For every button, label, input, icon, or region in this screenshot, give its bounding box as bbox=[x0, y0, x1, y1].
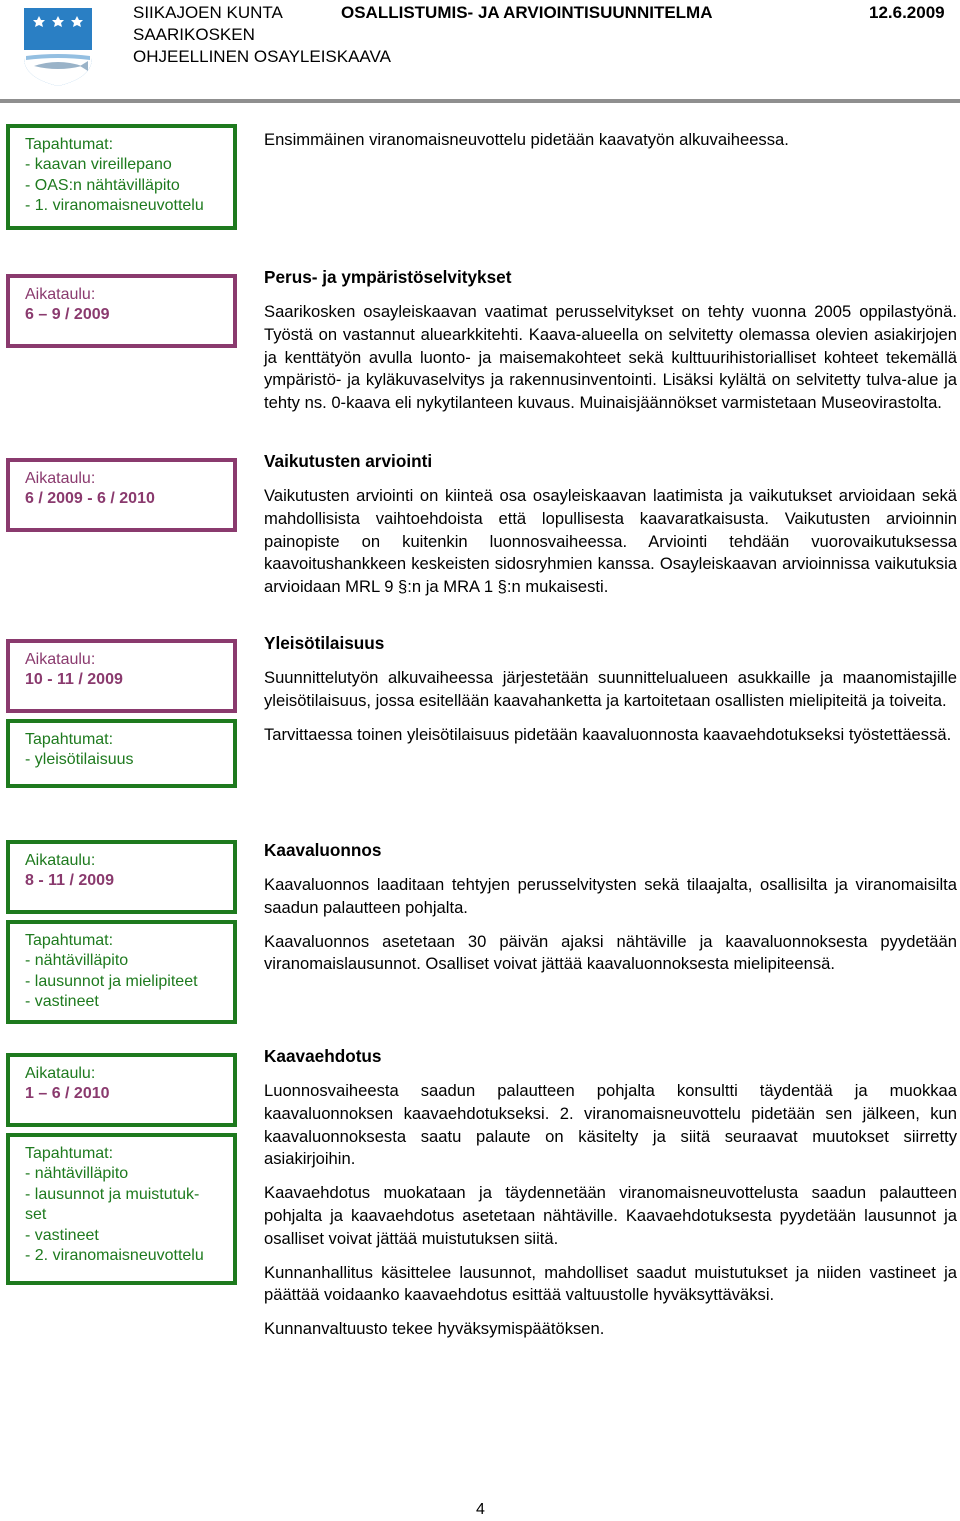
box-label: Aikataulu: bbox=[25, 651, 96, 668]
section-proposal bbox=[264, 1045, 957, 1341]
section-paragraph: Tarvittaessa toinen yleisötilaisuus pidetään kaavaluonnosta kaavaehdotukseksi työstettäessä. bbox=[264, 724, 952, 744]
box-label: Tapahtumat: bbox=[25, 1145, 114, 1162]
section-paragraph: Luonnosvaiheesta saadun palautteen pohjalta konsultti täydentää ja muokkaa kaavaluonnoksen kaavaehdotukseksi. 2. viranomaisneuvottelu pidetään sen jälkeen, kun kaavaluonnoksesta saatu palaute on käsitelty ja siitä seuraavat muutokset siirretty asiakirjoihin. bbox=[264, 1081, 957, 1169]
section-heading: Kaavaluonnos bbox=[264, 840, 382, 860]
section-heading: Vaikutusten arviointi bbox=[264, 451, 433, 471]
plan-name-line1: SAARIKOSKEN bbox=[133, 25, 255, 44]
schedule-value: 6 – 9 / 2009 bbox=[25, 306, 110, 324]
section-paragraph: Vaikutusten arviointi on kiinteä osa osayleiskaavan laatimista ja vaikutukset arvioidaan sekä mahdollisista vaihtoehdoista että lopullisesta kaavaratkaisusta. Vaikutusten arvioinnin painopiste on kuitenkin luonnosvaiheessa. Arviointi tehdään vuorovaikutuksessa kaavoitushankkeen keskeisten sidosryhmien kanssa. Osayleiskaavan arvioinnissa vaikutuksia arvioidaan MRL 9 §:n ja MRA 1 §:n mukaisesti. bbox=[264, 486, 957, 597]
event-item: - 2. viranomaisneuvottelu bbox=[25, 1247, 204, 1265]
events-box-proposal bbox=[6, 1133, 237, 1285]
section-paragraph: Kaavaluonnos laaditaan tehtyjen perusselvitysten sekä tilaajalta, osallisilta ja viranomaisilta saadun palautteen pohjalta. bbox=[264, 875, 957, 917]
section-paragraph: Saarikosken osayleiskaavan vaatimat perusselvitykset on tehty vuonna 2005 oppilastyönä. Työstä on vastannut aluearkkitehti. Kaava-alueella on selvitetty olemassa olevien asiakirjojen ja kenttätyön avulla luonto- ja maisemakohteet sekä kulttuurihistorialliset kohteet tekemällä ympäristö- ja kyläkuvaselvitys ja rakennusinventointi. Lisäksi kylältä on selvitetty tulva-alue ja tehty ns. 0-kaava eli nykytilanteen kuvaus. Muinaisjäännökset varmistetaan Museovirastolta. bbox=[264, 302, 957, 413]
schedule-box-surveys bbox=[6, 274, 237, 348]
section-heading: Perus- ja ympäristöselvitykset bbox=[264, 267, 512, 287]
section-public-event bbox=[264, 632, 957, 746]
box-label: Aikataulu: bbox=[25, 470, 96, 487]
schedule-box-draft bbox=[6, 840, 237, 914]
section-surveys bbox=[264, 266, 957, 415]
header-divider bbox=[0, 99, 960, 103]
section-heading: Kaavaehdotus bbox=[264, 1046, 382, 1066]
schedule-value: 6 / 2009 - 6 / 2010 bbox=[25, 490, 155, 508]
section-paragraph: Suunnittelutyön alkuvaiheessa järjestetään suunnittelualueen asukkaille ja maanomistajille yleisötilaisuus, jossa esitellään kaavahanketta ja kartoitetaan osallisten mielipiteitä ja toiveita. bbox=[264, 668, 957, 710]
event-item: - vastineet bbox=[25, 993, 99, 1011]
event-item: - kaavan vireillepano bbox=[25, 156, 172, 174]
event-item: - 1. viranomaisneuvottelu bbox=[25, 197, 204, 215]
document-title: OSALLISTUMIS- JA ARVIOINTISUUNNITELMA bbox=[341, 3, 713, 22]
section-paragraph: Kunnanhallitus käsittelee lausunnot, mahdolliset saadut muistutukset ja niiden vastineet ja päättää voidaanko kaavaehdotus esittää valtuustolle hyväksyttäväksi. bbox=[264, 1262, 957, 1305]
event-item: - nähtävilläpito bbox=[25, 952, 129, 970]
event-item: - yleisötilaisuus bbox=[25, 751, 134, 769]
event-item: - vastineet bbox=[25, 1226, 99, 1244]
page-number: 4 bbox=[476, 1501, 485, 1518]
section-paragraph: Kaavaluonnos asetetaan 30 päivän ajaksi nähtäville ja kaavaluonnoksesta pyydetään viranomaislausunnot. Osalliset voivat jättää kaavaluonnoksesta mielipiteensä. bbox=[264, 931, 957, 974]
section-heading: Yleisötilaisuus bbox=[264, 633, 385, 653]
section-draft bbox=[264, 839, 957, 976]
box-label: Aikataulu: bbox=[25, 1065, 96, 1082]
box-label: Tapahtumat: bbox=[25, 932, 114, 949]
intro-section bbox=[264, 129, 957, 152]
municipal-crest-icon bbox=[22, 6, 94, 88]
municipality-name: SIIKAJOEN KUNTA bbox=[133, 3, 283, 22]
schedule-value: 10 - 11 / 2009 bbox=[25, 671, 123, 689]
events-box-start bbox=[6, 124, 237, 230]
box-label: Aikataulu: bbox=[25, 852, 96, 869]
schedule-box-public-event bbox=[6, 639, 237, 713]
schedule-box-proposal bbox=[6, 1053, 237, 1127]
box-label: Aikataulu: bbox=[25, 286, 96, 303]
event-item: - lausunnot ja mielipiteet bbox=[25, 972, 198, 990]
event-item: set bbox=[25, 1206, 47, 1224]
events-box-public-event bbox=[6, 719, 237, 788]
section-paragraph: Kunnanvaltuusto tekee hyväksymispäätöksen. bbox=[264, 1319, 605, 1339]
schedule-box-impact bbox=[6, 458, 237, 532]
section-paragraph: Kaavaehdotus muokataan ja täydennetään viranomaisneuvottelusta saadun palautteen pohjalta ja kaavaehdotus asetetaan nähtäville. Kaavaehdotuksesta pyydetään lausunnot ja osalliset voivat jättää muistutuksen siitä. bbox=[264, 1183, 957, 1248]
section-impact-assessment bbox=[264, 450, 957, 599]
document-date: 12.6.2009 bbox=[869, 3, 945, 22]
event-item: - nähtävilläpito bbox=[25, 1165, 129, 1183]
events-box-draft bbox=[6, 920, 237, 1024]
intro-text: Ensimmäinen viranomaisneuvottelu pidetään kaavatyön alkuvaiheessa. bbox=[264, 130, 789, 149]
event-item: - OAS:n nähtävilläpito bbox=[25, 176, 180, 194]
box-label: Tapahtumat: bbox=[25, 136, 114, 153]
event-item: - lausunnot ja muistutuk- bbox=[25, 1185, 200, 1203]
plan-name-line2: OHJEELLINEN OSAYLEISKAAVA bbox=[133, 47, 391, 66]
schedule-value: 8 - 11 / 2009 bbox=[25, 872, 114, 890]
schedule-value: 1 – 6 / 2010 bbox=[25, 1085, 110, 1103]
box-label: Tapahtumat: bbox=[25, 731, 114, 748]
